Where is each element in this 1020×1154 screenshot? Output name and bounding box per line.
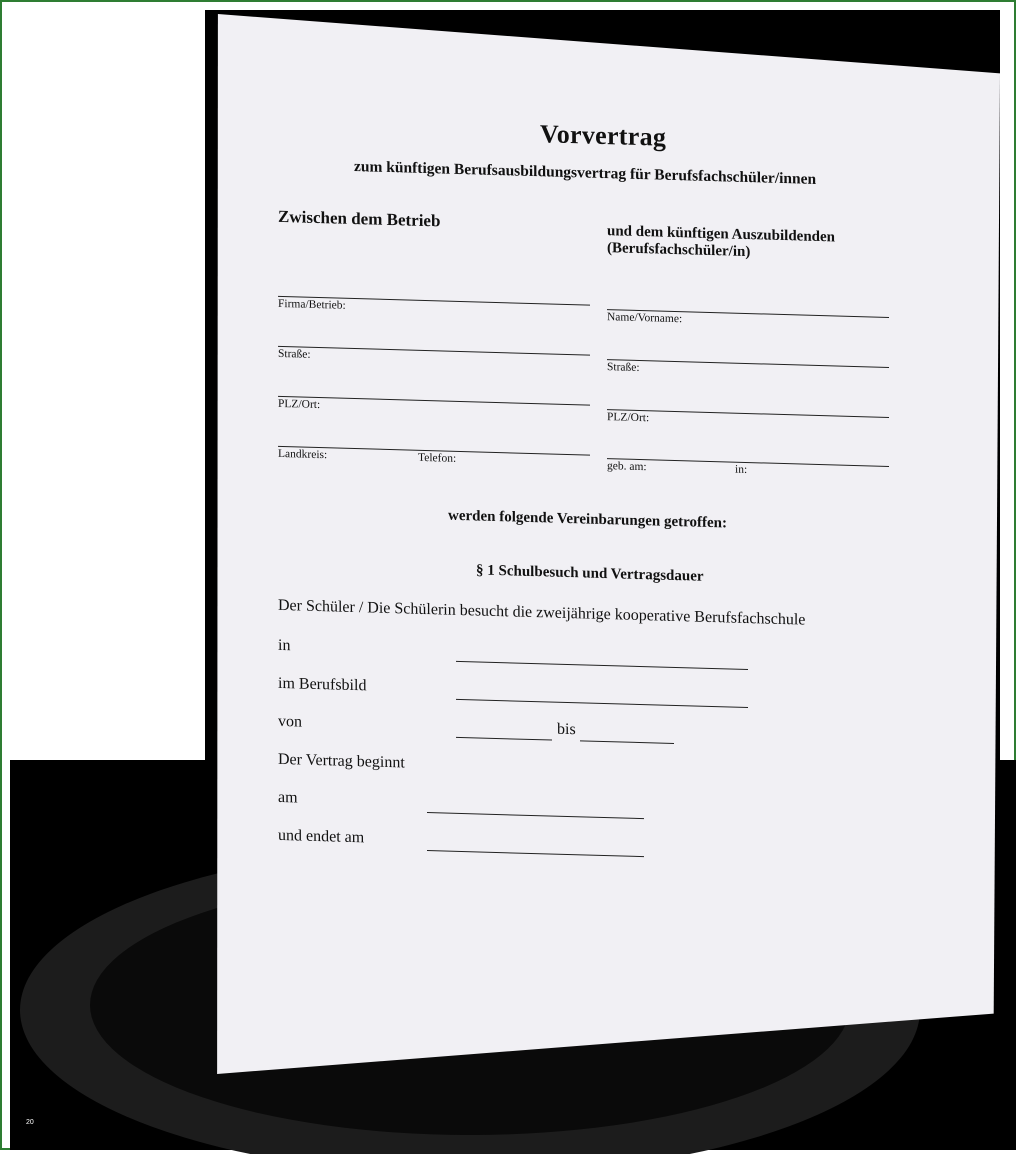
firma-label: Firma/Betrieb:	[278, 297, 346, 312]
row-endet-label: und endet am	[278, 826, 365, 847]
document-subtitle: zum künftigen Berufsausbildungsvertrag für Berufsfachschüler/innen	[354, 158, 817, 188]
trainee-heading-line2: (Berufsfachschüler/in)	[607, 240, 751, 261]
landkreis-label: Landkreis:	[278, 447, 328, 462]
von-line[interactable]	[456, 737, 552, 741]
trainee-heading-line1: und dem künftigen Auszubildenden	[607, 223, 836, 246]
strasse-left-label: Straße:	[278, 347, 311, 361]
plz-right-label: PLZ/Ort:	[607, 411, 650, 425]
plz-right-line[interactable]	[607, 409, 889, 418]
geb-am-label: geb. am:	[607, 460, 647, 474]
corner-mark: 20	[26, 1119, 34, 1126]
geb-line[interactable]	[607, 458, 889, 467]
contract-content	[210, 14, 1000, 1096]
row-von-label: von	[278, 712, 302, 731]
company-heading: Zwischen dem Betrieb	[278, 206, 441, 231]
am-line[interactable]	[427, 812, 644, 819]
plz-left-label: PLZ/Ort:	[278, 397, 321, 412]
intro-text: Der Schüler / Die Schülerin besucht die zweijährige kooperative Berufsfachschule	[278, 596, 806, 629]
geb-in-label: in:	[735, 463, 748, 477]
endet-line[interactable]	[427, 850, 644, 857]
row-bis-label: bis	[557, 720, 576, 739]
bis-line[interactable]	[580, 740, 674, 744]
row-am-label: am	[278, 788, 298, 807]
strasse-right-label: Straße:	[607, 361, 640, 374]
strasse-left-line[interactable]	[278, 346, 590, 356]
document-title: Vorvertrag	[540, 119, 667, 152]
section-1-title: § 1 Schulbesuch und Vertragsdauer	[476, 562, 704, 585]
row-berufsbild-label: im Berufsbild	[278, 674, 367, 695]
strasse-right-line[interactable]	[607, 359, 889, 368]
in-line[interactable]	[456, 661, 748, 670]
name-label: Name/Vorname:	[607, 311, 683, 326]
telefon-label: Telefon:	[418, 451, 457, 465]
plz-left-line[interactable]	[278, 396, 590, 406]
agreement-heading: werden folgende Vereinbarungen getroffen:	[448, 507, 728, 532]
row-in-label: in	[278, 636, 291, 655]
trainee-heading	[607, 223, 835, 263]
vertrag-beginnt-text: Der Vertrag beginnt	[278, 750, 405, 772]
berufsbild-line[interactable]	[456, 699, 748, 708]
